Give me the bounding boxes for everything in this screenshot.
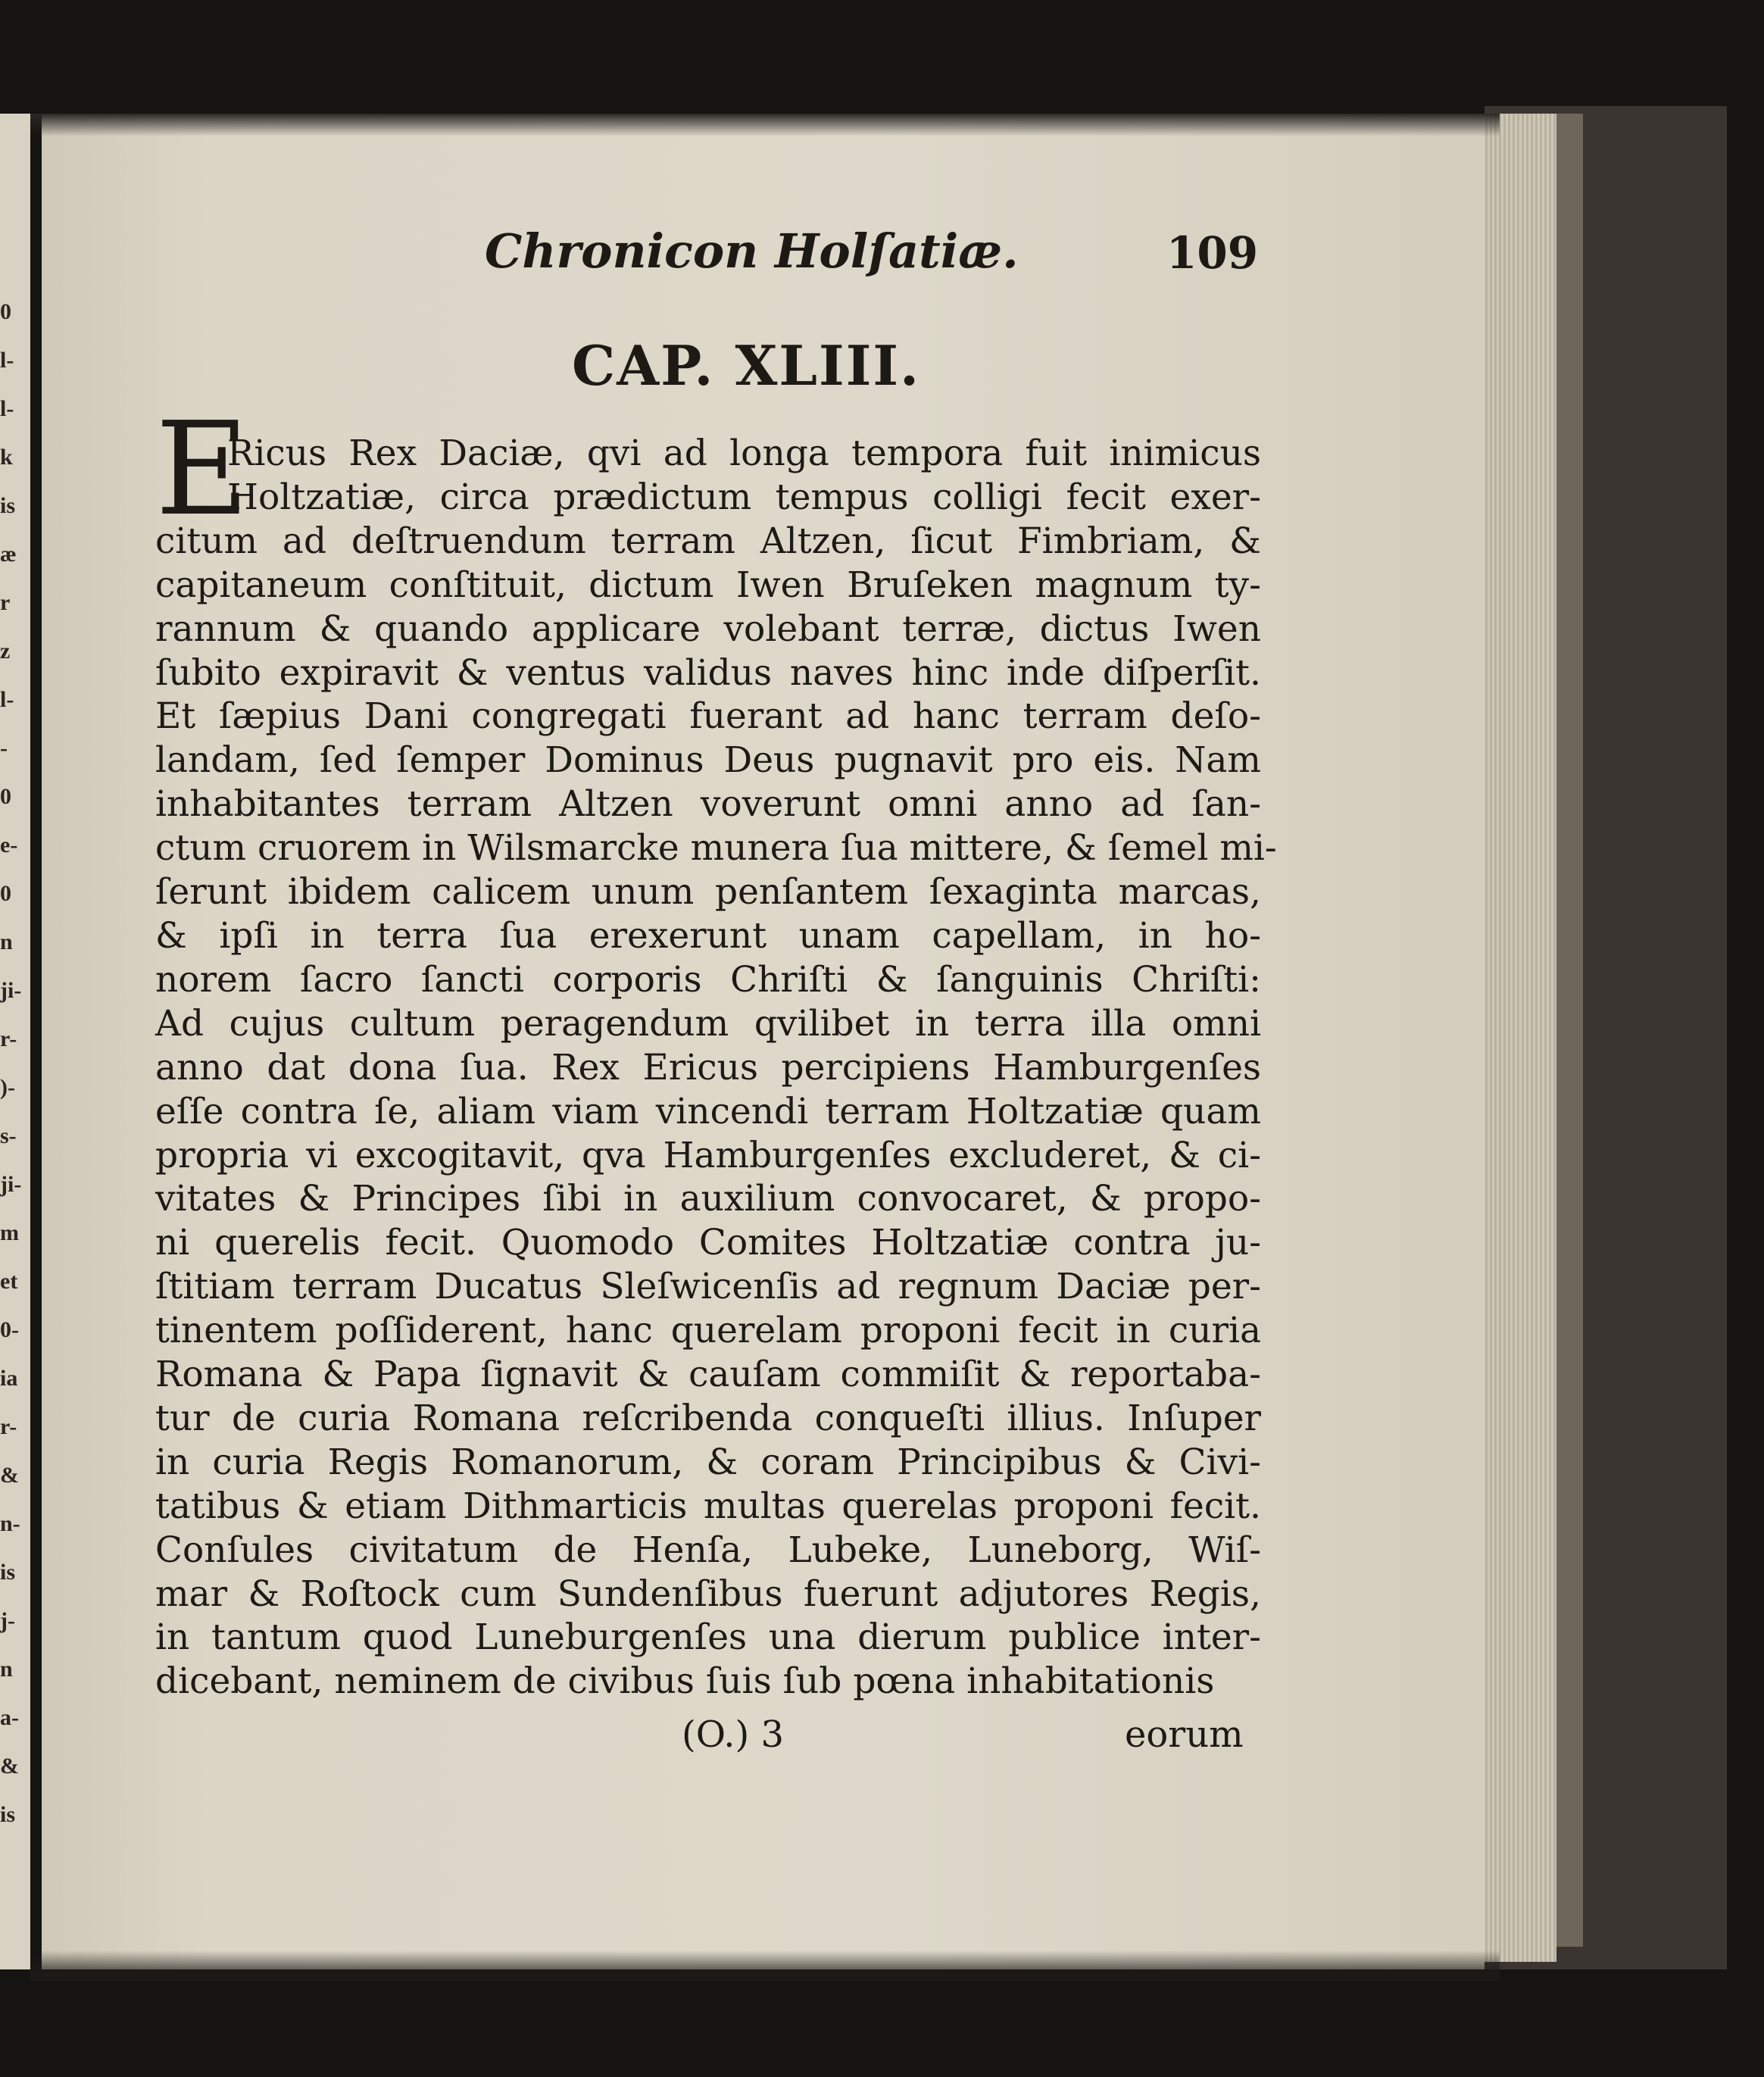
facing-page-glyph: l-: [0, 396, 14, 421]
text-line: inhabitantes terram Altzen voverunt omni anno ad ſan-: [155, 783, 1261, 826]
facing-page-glyph: e-: [0, 832, 18, 857]
facing-page-glyph: l-: [0, 348, 14, 373]
text-line: Et ſæpius Dani congregati fuerant ad hanc terram deſo-: [155, 695, 1261, 738]
text-line: mar & Roſtock cum Sundenſibus fuerunt adjutores Regis,: [155, 1573, 1261, 1615]
text-line: propria vi excogitavit, qva Hamburgenſes excluderet, & ci-: [155, 1134, 1261, 1176]
page-bottom-shadow: [30, 1951, 1500, 1981]
facing-page-line-endings: [0, 288, 23, 1839]
facing-page-glyph: 0: [0, 881, 11, 906]
text-line: in tantum quod Luneburgenſes una dierum publice inter-: [155, 1616, 1261, 1659]
text-line: eſſe contra ſe, aliam viam vincendi terram Holtzatiæ quam: [155, 1090, 1261, 1132]
text-line: landam, ſed ſemper Dominus Deus pugnavit pro eis. Nam: [155, 739, 1261, 782]
text-line: tatibus & etiam Dithmarticis multas querelas proponi fecit.: [155, 1485, 1261, 1527]
chapter-heading: CAP. XLIII.: [572, 333, 921, 398]
body-text: [155, 432, 1277, 1704]
facing-page-glyph: n: [0, 1657, 13, 1682]
text-line: ctum cruorem in Wilsmarcke munera ſua mittere, & ſemel mi-: [155, 827, 1277, 870]
page-number: 109: [1166, 227, 1259, 279]
facing-page-glyph: ji-: [0, 1172, 22, 1197]
text-line: Romana & Papa ſignavit & cauſam commiſit & reportaba-: [155, 1354, 1261, 1396]
text-line: vitates & Principes ſibi in auxilium convocaret, & propo-: [155, 1178, 1261, 1220]
text-line: dicebant, neminem de civibus ſuis ſub pœna inhabitationis: [155, 1660, 1215, 1703]
text-line: ſtitiam terram Ducatus Sleſwicenſis ad regnum Daciæ per-: [155, 1266, 1261, 1308]
text-line: Conſules civitatum de Henſa, Lubeke, Luneborg, Wiſ-: [155, 1529, 1261, 1571]
facing-page-glyph: 0-: [0, 1317, 19, 1342]
facing-page-glyph: is: [0, 493, 16, 518]
facing-page-glyph: is: [0, 1802, 16, 1827]
facing-page-glyph: z: [0, 639, 11, 664]
page-top-shadow: [30, 114, 1500, 136]
text-line: tur de curia Romana reſcribenda conqueſti illius. Inſuper: [155, 1397, 1261, 1439]
text-line: ni querelis fecit. Quomodo Comites Holtzatiæ contra ju-: [155, 1222, 1261, 1264]
text-line: rannum & quando applicare volebant terræ, dictus Iwen: [155, 607, 1261, 650]
facing-page-glyph: æ: [0, 542, 17, 567]
facing-page-glyph: l-: [0, 687, 14, 712]
facing-page-glyph: ia: [0, 1366, 18, 1391]
text-line: & ipſi in terra ſua erexerunt unam capellam, in ho-: [155, 914, 1261, 957]
facing-page-glyph: et: [0, 1269, 18, 1294]
text-line: Holtzatiæ, circa prædictum tempus colligi fecit exer-: [227, 476, 1261, 518]
text-line: in curia Regis Romanorum, & coram Principibus & Civi-: [155, 1441, 1261, 1483]
text-line: ſerunt ibidem calicem unum penſantem ſexaginta marcas,: [155, 871, 1261, 914]
facing-page-glyph: m: [0, 1220, 19, 1245]
catchword: eorum: [1125, 1713, 1244, 1756]
facing-page-glyph: r-: [0, 1026, 17, 1051]
facing-page-glyph: &: [0, 1754, 19, 1779]
facing-page-glyph: a-: [0, 1705, 19, 1730]
facing-page-glyph: &: [0, 1463, 19, 1488]
facing-page-glyph: j-: [0, 1608, 15, 1633]
facing-page-glyph: ji-: [0, 978, 22, 1003]
facing-page-glyph: 0: [0, 784, 11, 809]
facing-page-glyph: r-: [0, 1414, 17, 1439]
text-line: Ricus Rex Daciæ, qvi ad longa tempora fuit inimicus: [227, 433, 1261, 474]
running-head: Chronicon Holſatiæ.: [485, 223, 1019, 279]
drop-cap: E: [155, 395, 250, 545]
signature-mark: (O.) 3: [682, 1713, 785, 1756]
text-line: capitaneum conſtituit, dictum Iwen Bruſeken magnum ty-: [155, 564, 1261, 606]
facing-page-glyph: r: [0, 590, 11, 615]
facing-page-glyph: s-: [0, 1123, 17, 1148]
text-line: ſubito expiravit & ventus validus naves hinc inde diſperſit.: [155, 651, 1261, 694]
text-line: tinentem poſſiderent, hanc querelam proponi fecit in curia: [155, 1310, 1261, 1352]
facing-page-glyph: -: [0, 736, 8, 761]
text-line: anno dat dona ſua. Rex Ericus percipiens Hamburgenſes: [155, 1046, 1261, 1088]
facing-page-glyph: is: [0, 1560, 16, 1585]
facing-page-glyph: n: [0, 929, 13, 954]
facing-page-glyph: )-: [0, 1075, 15, 1100]
text-line: Ad cujus cultum peragendum qvilibet in terra illa omni: [155, 1002, 1261, 1045]
facing-page-glyph: n-: [0, 1511, 20, 1536]
facing-page-glyph: k: [0, 445, 13, 470]
text-line: norem ſacro ſancti corporis Chriſti & ſanguinis Chriſti:: [155, 958, 1261, 1001]
text-line: citum ad deſtruendum terram Altzen, ſicut Fimbriam, &: [155, 520, 1261, 562]
facing-page-glyph: 0: [0, 299, 11, 324]
